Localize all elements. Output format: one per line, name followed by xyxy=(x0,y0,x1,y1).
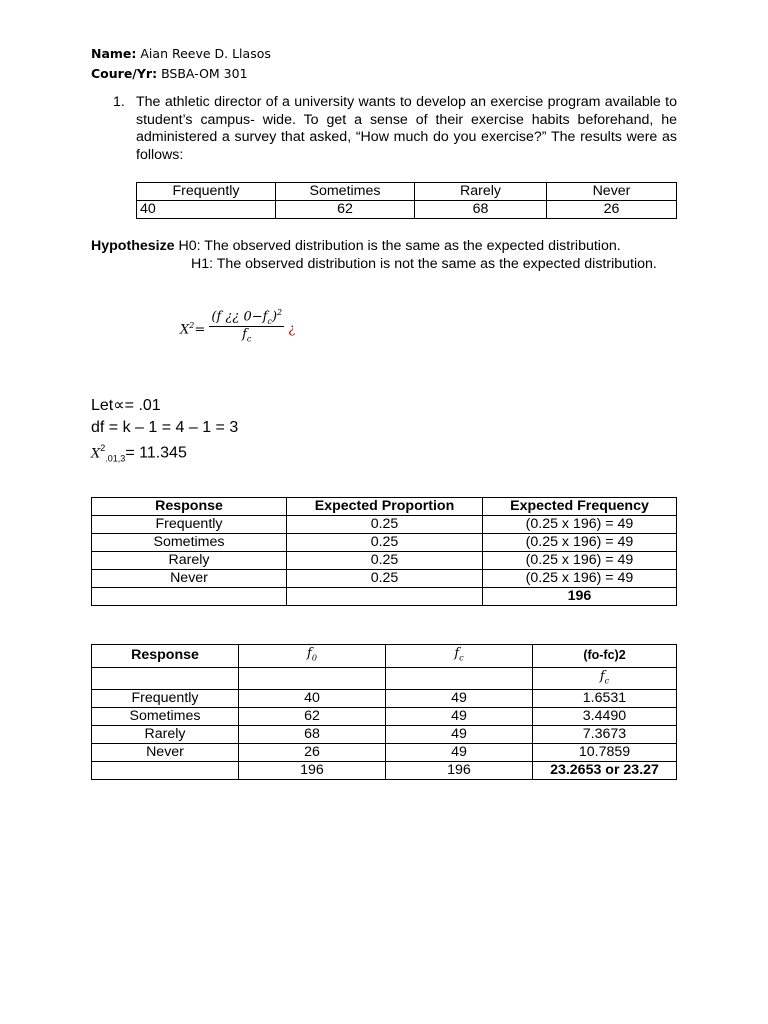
survey-value-cell: 68 xyxy=(415,201,547,219)
chi-header-row xyxy=(92,645,677,668)
survey-header-cell: Frequently xyxy=(137,183,276,201)
question-text: The athletic director of a university wants to develop an exercise program available to student’s campus- wide. To get a sense of their exercise habits beforehand, he administered a survey that asked, “How much do you exercise?” The results were as follows: xyxy=(136,94,677,163)
expected-frequency-table xyxy=(91,497,677,606)
chi-header-row-2 xyxy=(92,667,677,690)
survey-value-cell: 26 xyxy=(547,201,677,219)
chi-square-table xyxy=(91,644,677,780)
expected-header-cell: Expected Proportion xyxy=(287,498,483,516)
expected-total-row xyxy=(92,588,677,606)
chi-total-row xyxy=(92,762,677,780)
h1-text: H1: The observed distribution is not the same as the expected distribution. xyxy=(191,256,657,272)
survey-table xyxy=(136,182,677,219)
chi-header-fo: $f_0$ xyxy=(239,645,386,668)
expected-header-row xyxy=(92,498,677,516)
table-row: Sometimes 0.25 (0.25 x 196) = 49 xyxy=(92,534,677,552)
question-paragraph xyxy=(113,94,677,164)
name-value: Aian Reeve D. Llasos xyxy=(136,46,271,61)
survey-header-cell: Never xyxy=(547,183,677,201)
course-label: Coure/Yr: xyxy=(91,66,158,81)
survey-value-row xyxy=(137,201,677,219)
critical-value-line: $X^2_{.01,3}= 11.345$ xyxy=(91,443,187,464)
formula-tail: ¿ xyxy=(288,322,296,338)
table-row: Sometimes 62 49 3.4490 xyxy=(92,708,677,726)
test-parameters xyxy=(91,395,238,470)
survey-header-cell: Rarely xyxy=(415,183,547,201)
table-row: Never 26 49 10.7859 xyxy=(92,744,677,762)
chi-header-ratio-denominator: $f_c$ xyxy=(533,667,677,690)
h0-text: H0: The observed distribution is the same as the expected distribution. xyxy=(174,238,621,254)
h0-line xyxy=(91,237,677,255)
hypothesis-label: Hypothesize xyxy=(91,238,175,254)
survey-header-row xyxy=(137,183,677,201)
table-row: Rarely 0.25 (0.25 x 196) = 49 xyxy=(92,552,677,570)
chi-header-response: Response xyxy=(92,645,239,668)
formula-lhs: X xyxy=(180,321,190,337)
chi-header-ratio: (fo-fc)2 xyxy=(533,645,677,668)
course-value: BSBA-OM 301 xyxy=(157,66,248,81)
total-fc: 196 xyxy=(386,762,533,780)
formula-denominator: $f_c$ xyxy=(242,326,252,344)
total-fo: 196 xyxy=(239,762,386,780)
table-row: Rarely 68 49 7.3673 xyxy=(92,726,677,744)
expected-header-cell: Response xyxy=(92,498,287,516)
expected-header-cell: Expected Frequency xyxy=(483,498,677,516)
chi-header-fc: $f_c$ xyxy=(386,645,533,668)
expected-total: 196 xyxy=(483,588,677,606)
table-row: Never 0.25 (0.25 x 196) = 49 xyxy=(92,570,677,588)
alpha-line: Let∝= .01 xyxy=(91,397,161,414)
survey-value-cell: 62 xyxy=(276,201,415,219)
formula-numerator: (f ¿¿ $0-f_c)^2$ xyxy=(211,308,283,326)
name-line xyxy=(91,46,271,61)
question-number: 1. xyxy=(113,94,125,110)
survey-value-cell: 40 xyxy=(137,201,276,219)
hypothesis-block xyxy=(91,237,677,273)
name-label: Name: xyxy=(91,46,137,61)
df-line: df = k – 1 = 4 – 1 = 3 xyxy=(91,418,239,436)
table-row: Frequently 40 49 1.6531 xyxy=(92,690,677,708)
chi-square-formula: $X^2=$ $\frac{(f ¿¿ 0-f_c)^2}{f_c}$ ¿ xyxy=(180,308,296,344)
course-line xyxy=(91,66,248,81)
chi-square-total: 23.2653 or 23.27 xyxy=(533,762,677,780)
table-row: Frequently 0.25 (0.25 x 196) = 49 xyxy=(92,516,677,534)
survey-header-cell: Sometimes xyxy=(276,183,415,201)
